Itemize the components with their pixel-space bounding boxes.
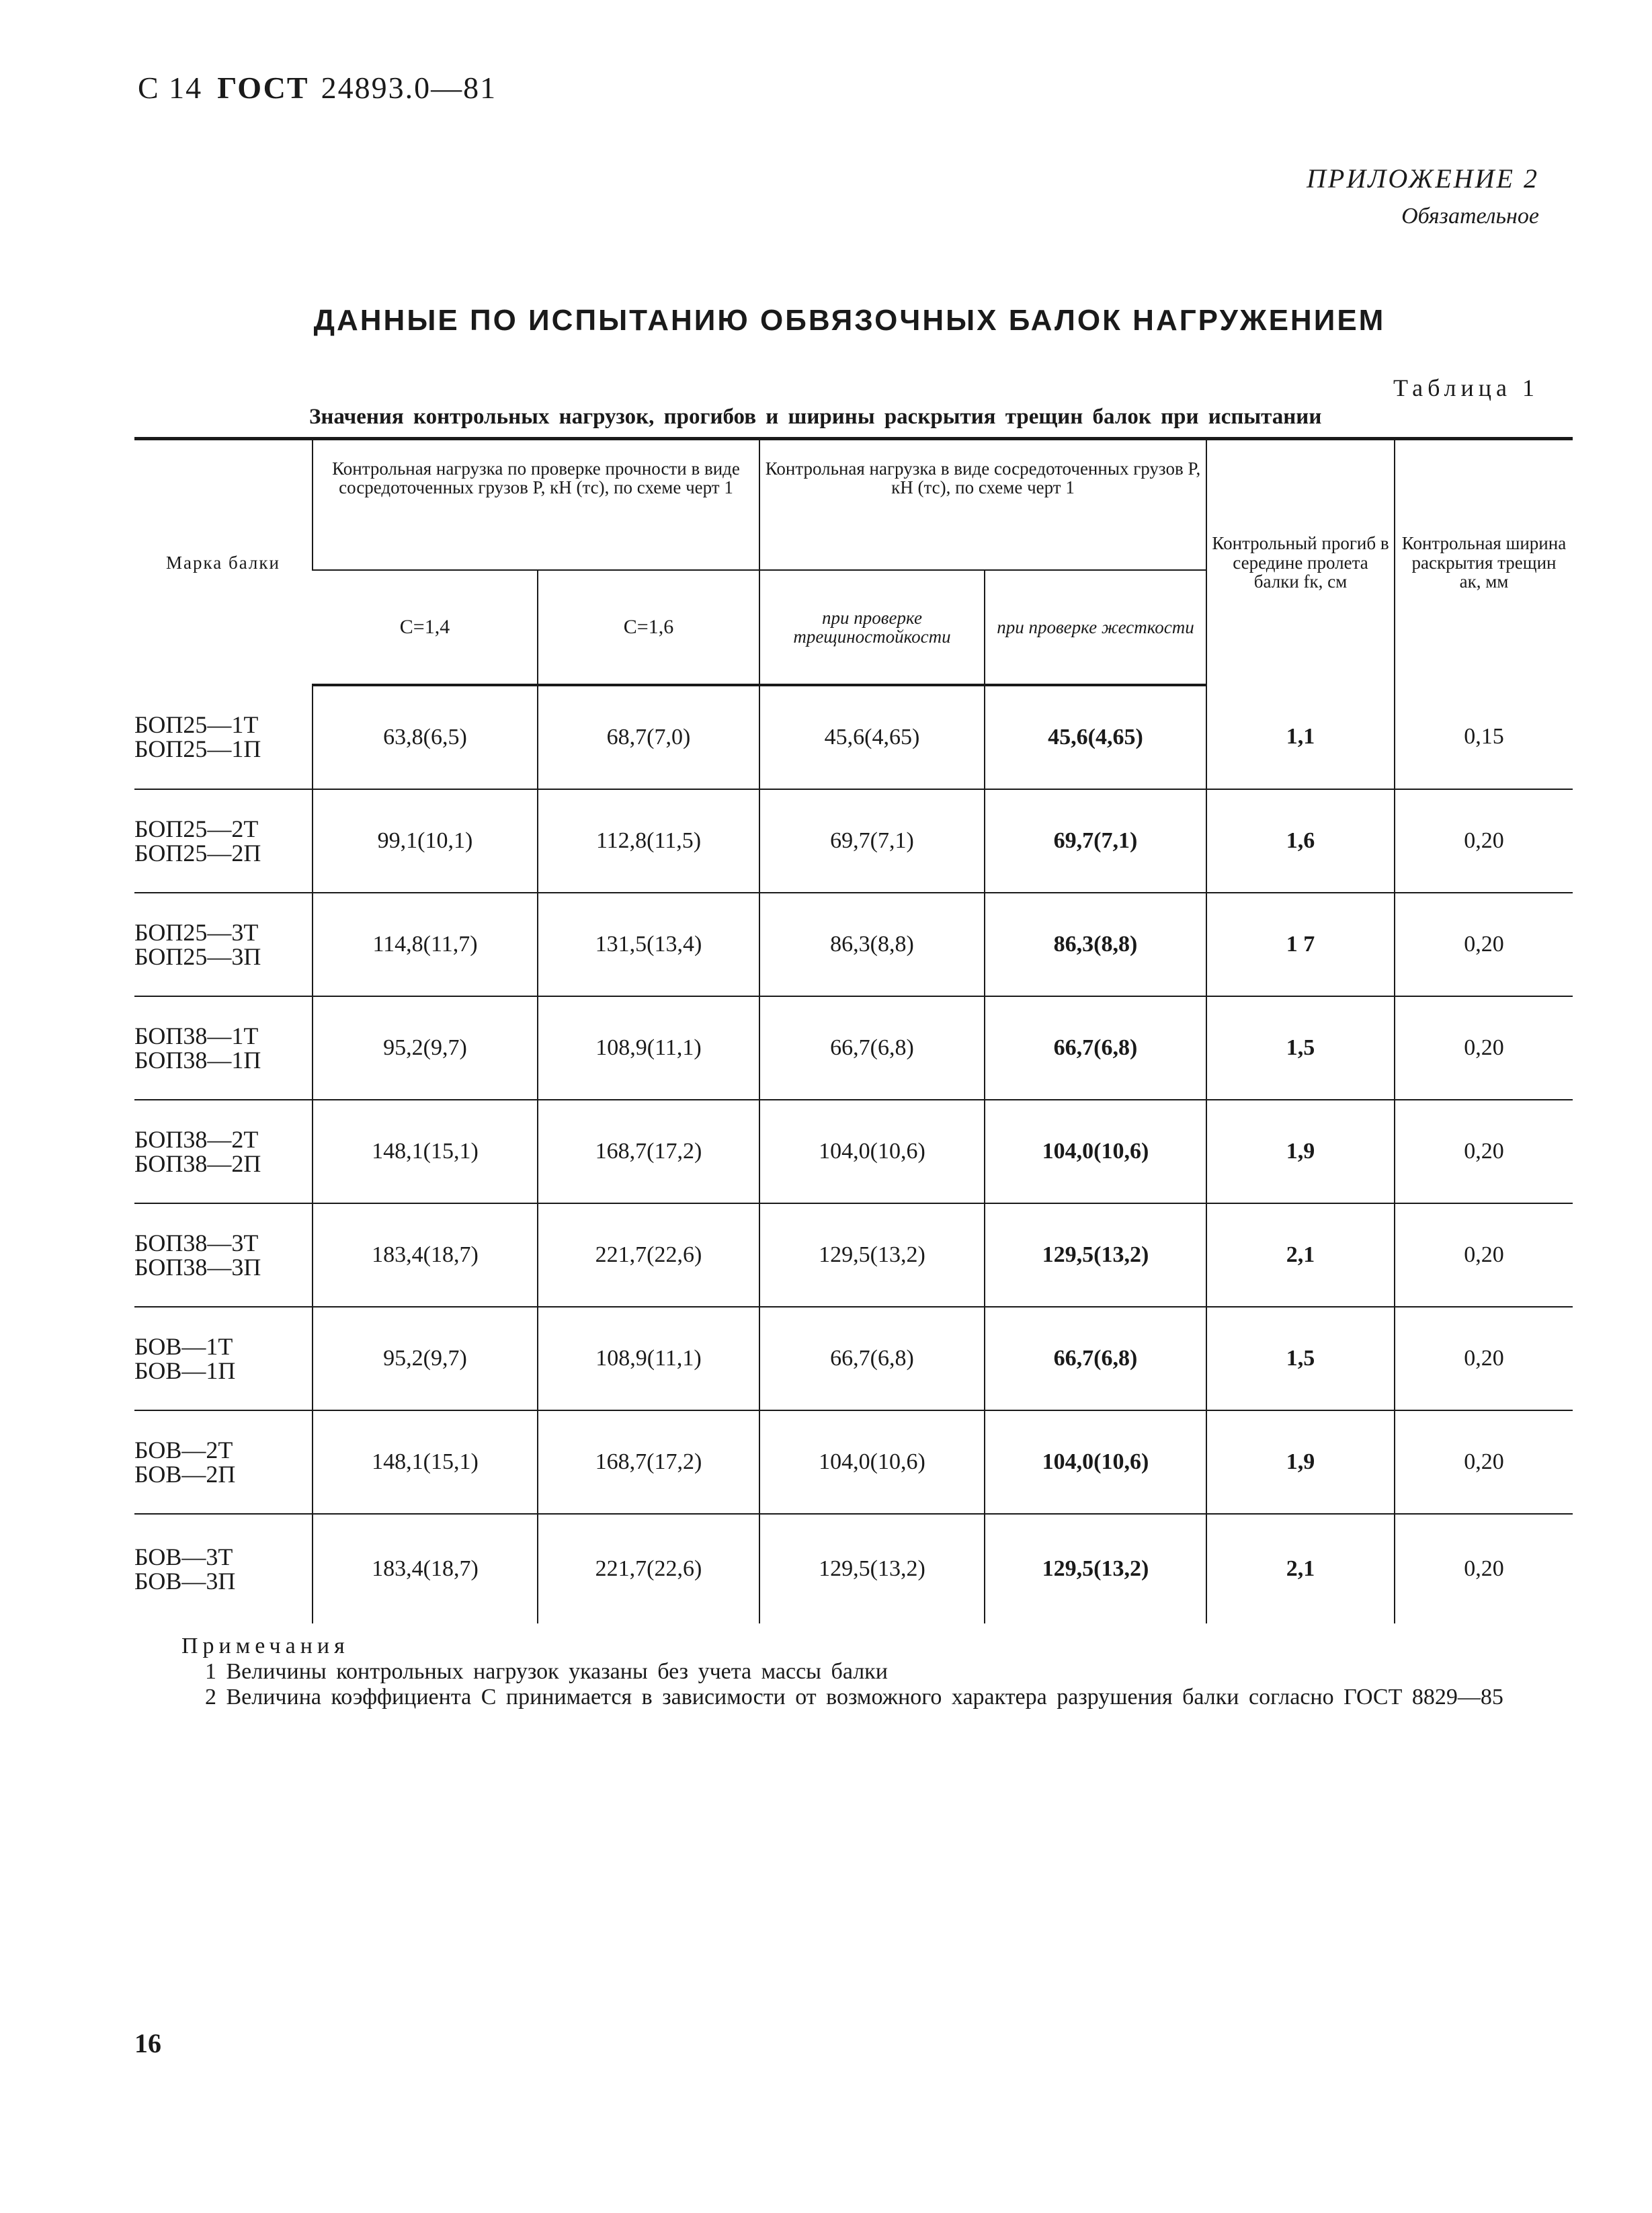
cell-stiffness: 129,5(13,2) bbox=[985, 1514, 1206, 1623]
cell-c14: 95,2(9,7) bbox=[313, 1307, 538, 1410]
mark-line: БОВ—1П bbox=[134, 1357, 236, 1384]
mark-line: БОП38—3П bbox=[134, 1254, 261, 1281]
cell-c14: 148,1(15,1) bbox=[313, 1100, 538, 1203]
mark-line: БОВ—3Т bbox=[134, 1543, 233, 1570]
page-number: 16 bbox=[134, 2028, 161, 2058]
notes bbox=[134, 1634, 1573, 1710]
mark-line: БОП25—1Т bbox=[134, 711, 259, 738]
cell-mark bbox=[134, 1203, 313, 1307]
cell-deflection: 1,5 bbox=[1206, 1307, 1395, 1410]
cell-c16: 112,8(11,5) bbox=[538, 789, 759, 893]
mark-line: БОВ—2П bbox=[134, 1461, 236, 1488]
cell-c16: 68,7(7,0) bbox=[538, 685, 759, 789]
cell-mark bbox=[134, 789, 313, 893]
mark-line: БОП25—2П bbox=[134, 840, 261, 867]
cell-c14: 63,8(6,5) bbox=[313, 685, 538, 789]
mark-line: БОВ—2Т bbox=[134, 1437, 233, 1463]
cell-crack-resistance: 86,3(8,8) bbox=[759, 893, 985, 996]
note-item-2: 2 Величина коэффициента C принимается в зависимости от возможного характера разрушения балки согласно ГОСТ 8829—85 bbox=[205, 1685, 1503, 1710]
table-row bbox=[134, 1514, 1573, 1623]
mark-line: БОП38—2Т bbox=[134, 1126, 259, 1153]
notes-title: Примечания bbox=[181, 1634, 349, 1658]
cell-c14: 99,1(10,1) bbox=[313, 789, 538, 893]
appendix-title: ПРИЛОЖЕНИЕ 2 bbox=[1307, 163, 1539, 194]
cell-crack-resistance: 129,5(13,2) bbox=[759, 1514, 985, 1623]
table-row bbox=[134, 1410, 1573, 1514]
mark-line: БОП38—1Т bbox=[134, 1022, 259, 1049]
cell-stiffness: 104,0(10,6) bbox=[985, 1410, 1206, 1514]
cell-crack-resistance: 129,5(13,2) bbox=[759, 1203, 985, 1307]
table-row bbox=[134, 685, 1573, 789]
cell-deflection: 1 7 bbox=[1206, 893, 1395, 996]
cell-c14: 148,1(15,1) bbox=[313, 1410, 538, 1514]
header-crack-width: Контрольная ширина раскрытия трещин aк, мм bbox=[1395, 439, 1573, 686]
table-row bbox=[134, 996, 1573, 1100]
cell-stiffness: 69,7(7,1) bbox=[985, 789, 1206, 893]
cell-crack-resistance: 104,0(10,6) bbox=[759, 1410, 985, 1514]
cell-deflection: 1,9 bbox=[1206, 1100, 1395, 1203]
cell-crack-resistance: 69,7(7,1) bbox=[759, 789, 985, 893]
cell-crack-resistance: 66,7(6,8) bbox=[759, 996, 985, 1100]
mark-line: БОП25—1П bbox=[134, 735, 261, 762]
cell-mark bbox=[134, 893, 313, 996]
cell-stiffness: 104,0(10,6) bbox=[985, 1100, 1206, 1203]
data-table bbox=[134, 437, 1573, 1623]
cell-crack-resistance: 66,7(6,8) bbox=[759, 1307, 985, 1410]
header-deflection: Контрольный прогиб в середине пролета балки fк, см bbox=[1206, 439, 1395, 686]
cell-crack-resistance: 45,6(4,65) bbox=[759, 685, 985, 789]
table-row bbox=[134, 1203, 1573, 1307]
cell-crack-width: 0,20 bbox=[1395, 1100, 1573, 1203]
mark-line: БОП38—3Т bbox=[134, 1230, 259, 1256]
cell-stiffness: 66,7(6,8) bbox=[985, 1307, 1206, 1410]
cell-stiffness: 86,3(8,8) bbox=[985, 893, 1206, 996]
cell-c16: 168,7(17,2) bbox=[538, 1100, 759, 1203]
cell-mark bbox=[134, 1307, 313, 1410]
table-row bbox=[134, 789, 1573, 893]
cell-crack-width: 0,20 bbox=[1395, 893, 1573, 996]
cell-stiffness: 66,7(6,8) bbox=[985, 996, 1206, 1100]
cell-mark bbox=[134, 685, 313, 789]
cell-c16: 221,7(22,6) bbox=[538, 1514, 759, 1623]
appendix-label bbox=[1307, 163, 1539, 229]
mark-line: БОП38—2П bbox=[134, 1150, 261, 1177]
cell-c16: 108,9(11,1) bbox=[538, 1307, 759, 1410]
cell-crack-width: 0,20 bbox=[1395, 996, 1573, 1100]
cell-deflection: 2,1 bbox=[1206, 1203, 1395, 1307]
cell-crack-resistance: 104,0(10,6) bbox=[759, 1100, 985, 1203]
cell-c16: 131,5(13,4) bbox=[538, 893, 759, 996]
cell-deflection: 2,1 bbox=[1206, 1514, 1395, 1623]
cell-deflection: 1,6 bbox=[1206, 789, 1395, 893]
mark-line: БОП25—3П bbox=[134, 943, 261, 970]
cell-deflection: 1,9 bbox=[1206, 1410, 1395, 1514]
data-table-container bbox=[134, 437, 1573, 1623]
mark-line: БОП38—1П bbox=[134, 1047, 261, 1074]
cell-c14: 183,4(18,7) bbox=[313, 1203, 538, 1307]
cell-c14: 183,4(18,7) bbox=[313, 1514, 538, 1623]
cell-deflection: 1,5 bbox=[1206, 996, 1395, 1100]
header-mark: Марка балки bbox=[134, 439, 313, 686]
cell-crack-width: 0,15 bbox=[1395, 685, 1573, 789]
mark-line: БОП25—2Т bbox=[134, 815, 259, 842]
gost-word: ГОСТ bbox=[217, 71, 309, 105]
table-number: Таблица 1 bbox=[1393, 374, 1539, 401]
table-row bbox=[134, 893, 1573, 996]
cell-mark bbox=[134, 996, 313, 1100]
cell-c14: 114,8(11,7) bbox=[313, 893, 538, 996]
cell-crack-width: 0,20 bbox=[1395, 789, 1573, 893]
header-c16: C=1,6 bbox=[538, 570, 759, 685]
header-c14: C=1,4 bbox=[313, 570, 538, 685]
mark-line: БОВ—3П bbox=[134, 1568, 236, 1595]
mark-line: БОП25—3Т bbox=[134, 919, 259, 946]
cell-deflection: 1,1 bbox=[1206, 685, 1395, 789]
header-stiffness: при проверке жесткости bbox=[985, 570, 1206, 685]
main-title: ДАННЫЕ ПО ИСПЫТАНИЮ ОБВЯЗОЧНЫХ БАЛОК НАГРУЖЕНИЕМ bbox=[313, 304, 1386, 337]
note-item-1: 1 Величины контрольных нагрузок указаны без учета массы балки bbox=[205, 1659, 888, 1685]
table-caption: Значения контрольных нагрузок, прогибов и ширины раскрытия трещин балок при испытании bbox=[309, 405, 1322, 429]
header-concentrated-group: Контрольная нагрузка в виде сосредоточенных грузов P, кН (тс), по схеме черт 1 bbox=[759, 439, 1206, 571]
cell-c16: 168,7(17,2) bbox=[538, 1410, 759, 1514]
appendix-subtitle: Обязательное bbox=[1401, 204, 1539, 229]
mark-line: БОВ—1Т bbox=[134, 1333, 233, 1360]
table-body bbox=[134, 685, 1573, 1623]
cell-crack-width: 0,20 bbox=[1395, 1307, 1573, 1410]
page-code: С 14 bbox=[138, 71, 203, 105]
header-strength-group: Контрольная нагрузка по проверке прочности в виде сосредоточенных грузов P, кН (тс), по схеме черт 1 bbox=[313, 439, 759, 571]
cell-crack-width: 0,20 bbox=[1395, 1410, 1573, 1514]
cell-c16: 221,7(22,6) bbox=[538, 1203, 759, 1307]
cell-c14: 95,2(9,7) bbox=[313, 996, 538, 1100]
cell-mark bbox=[134, 1514, 313, 1623]
cell-c16: 108,9(11,1) bbox=[538, 996, 759, 1100]
table-row bbox=[134, 1100, 1573, 1203]
cell-crack-width: 0,20 bbox=[1395, 1203, 1573, 1307]
table-row bbox=[134, 1307, 1573, 1410]
cell-stiffness: 129,5(13,2) bbox=[985, 1203, 1206, 1307]
page-header bbox=[138, 70, 497, 106]
cell-stiffness: 45,6(4,65) bbox=[985, 685, 1206, 789]
cell-mark bbox=[134, 1100, 313, 1203]
cell-crack-width: 0,20 bbox=[1395, 1514, 1573, 1623]
cell-mark bbox=[134, 1410, 313, 1514]
header-crack-resistance: при проверке трещиностойкости bbox=[759, 570, 985, 685]
gost-number: 24893.0—81 bbox=[321, 71, 497, 105]
